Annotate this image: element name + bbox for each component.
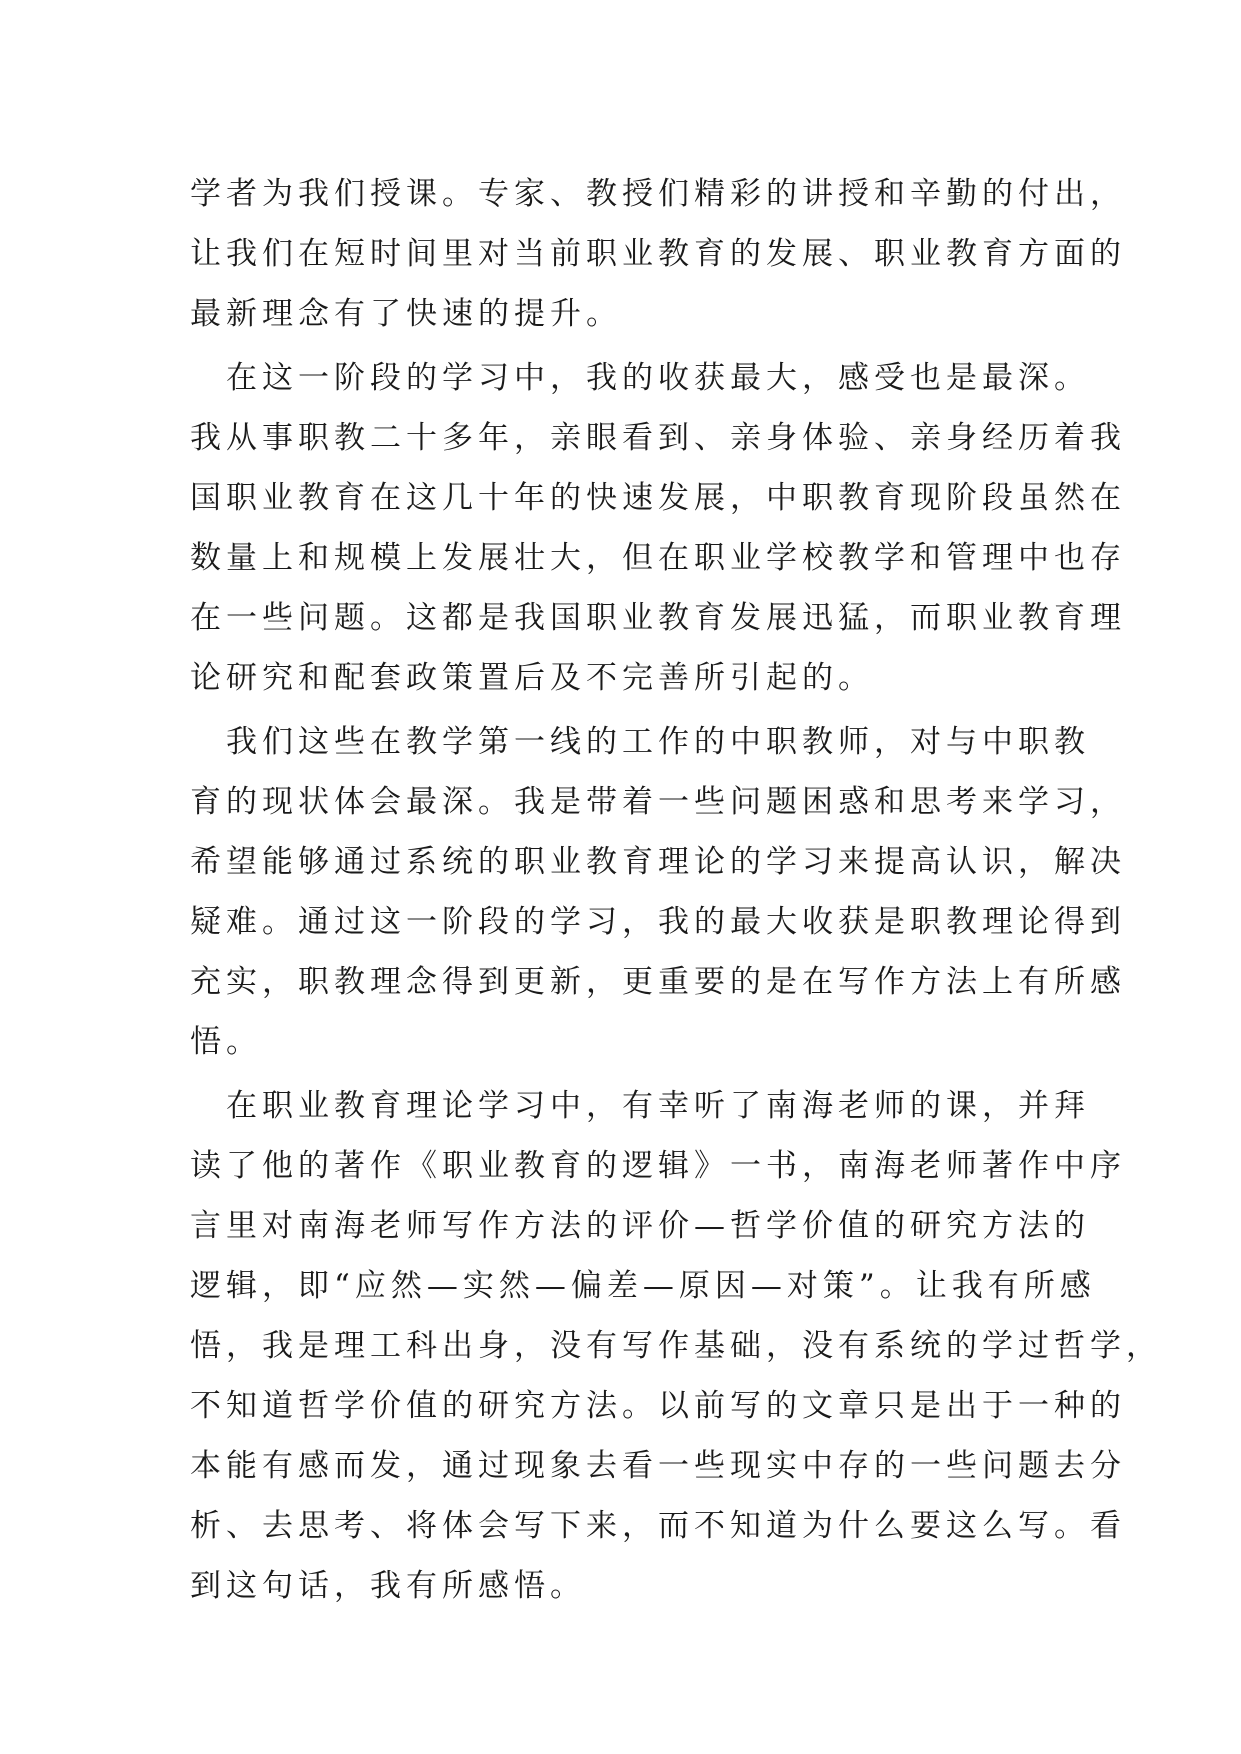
text-line: 析、去思考、将体会写下来，而不知道为什么要这么写。看 <box>190 1508 1126 1544</box>
text-line: 育的现状体会最深。我是带着一些问题困惑和思考来学习， <box>190 784 1126 820</box>
text-line: 读了他的著作《职业教育的逻辑》一书，南海老师著作中序 <box>190 1148 1126 1184</box>
text-line: 国职业教育在这几十年的快速发展，中职教育现阶段虽然在 <box>190 480 1126 516</box>
text-line: 到这句话，我有所感悟。 <box>190 1568 586 1604</box>
text-line: 论研究和配套政策置后及不完善所引起的。 <box>190 660 874 696</box>
text-line: 希望能够通过系统的职业教育理论的学习来提高认识，解决 <box>190 844 1126 880</box>
text-line: 在这一阶段的学习中，我的收获最大，感受也是最深。 <box>190 360 1090 396</box>
text-line: 言里对南海老师写作方法的评价—哲学价值的研究方法的 <box>190 1208 1090 1244</box>
text-line: 悟。 <box>190 1024 262 1060</box>
text-line: 疑难。通过这一阶段的学习，我的最大收获是职教理论得到 <box>190 904 1126 940</box>
text-line: 不知道哲学价值的研究方法。以前写的文章只是出于一种的 <box>190 1388 1126 1424</box>
text-line: 逻辑，即“应然—实然—偏差—原因—对策”。让我有所感 <box>190 1268 1096 1304</box>
text-line: 让我们在短时间里对当前职业教育的发展、职业教育方面的 <box>190 236 1126 272</box>
text-line: 学者为我们授课。专家、教授们精彩的讲授和辛勤的付出， <box>190 176 1126 212</box>
document-body <box>190 164 1162 1616</box>
text-line: 我们这些在教学第一线的工作的中职教师，对与中职教 <box>190 724 1090 760</box>
text-line: 充实，职教理念得到更新，更重要的是在写作方法上有所感 <box>190 964 1126 1000</box>
text-line: 本能有感而发，通过现象去看一些现实中存的一些问题去分 <box>190 1448 1126 1484</box>
text-line: 我从事职教二十多年，亲眼看到、亲身体验、亲身经历着我 <box>190 420 1126 456</box>
text-line: 在职业教育理论学习中，有幸听了南海老师的课，并拜 <box>190 1088 1090 1124</box>
text-line: 悟，我是理工科出身，没有写作基础，没有系统的学过哲学， <box>190 1328 1162 1364</box>
text-line: 最新理念有了快速的提升。 <box>190 296 622 332</box>
text-line: 在一些问题。这都是我国职业教育发展迅猛，而职业教育理 <box>190 600 1126 636</box>
text-line: 数量上和规模上发展壮大，但在职业学校教学和管理中也存 <box>190 540 1126 576</box>
